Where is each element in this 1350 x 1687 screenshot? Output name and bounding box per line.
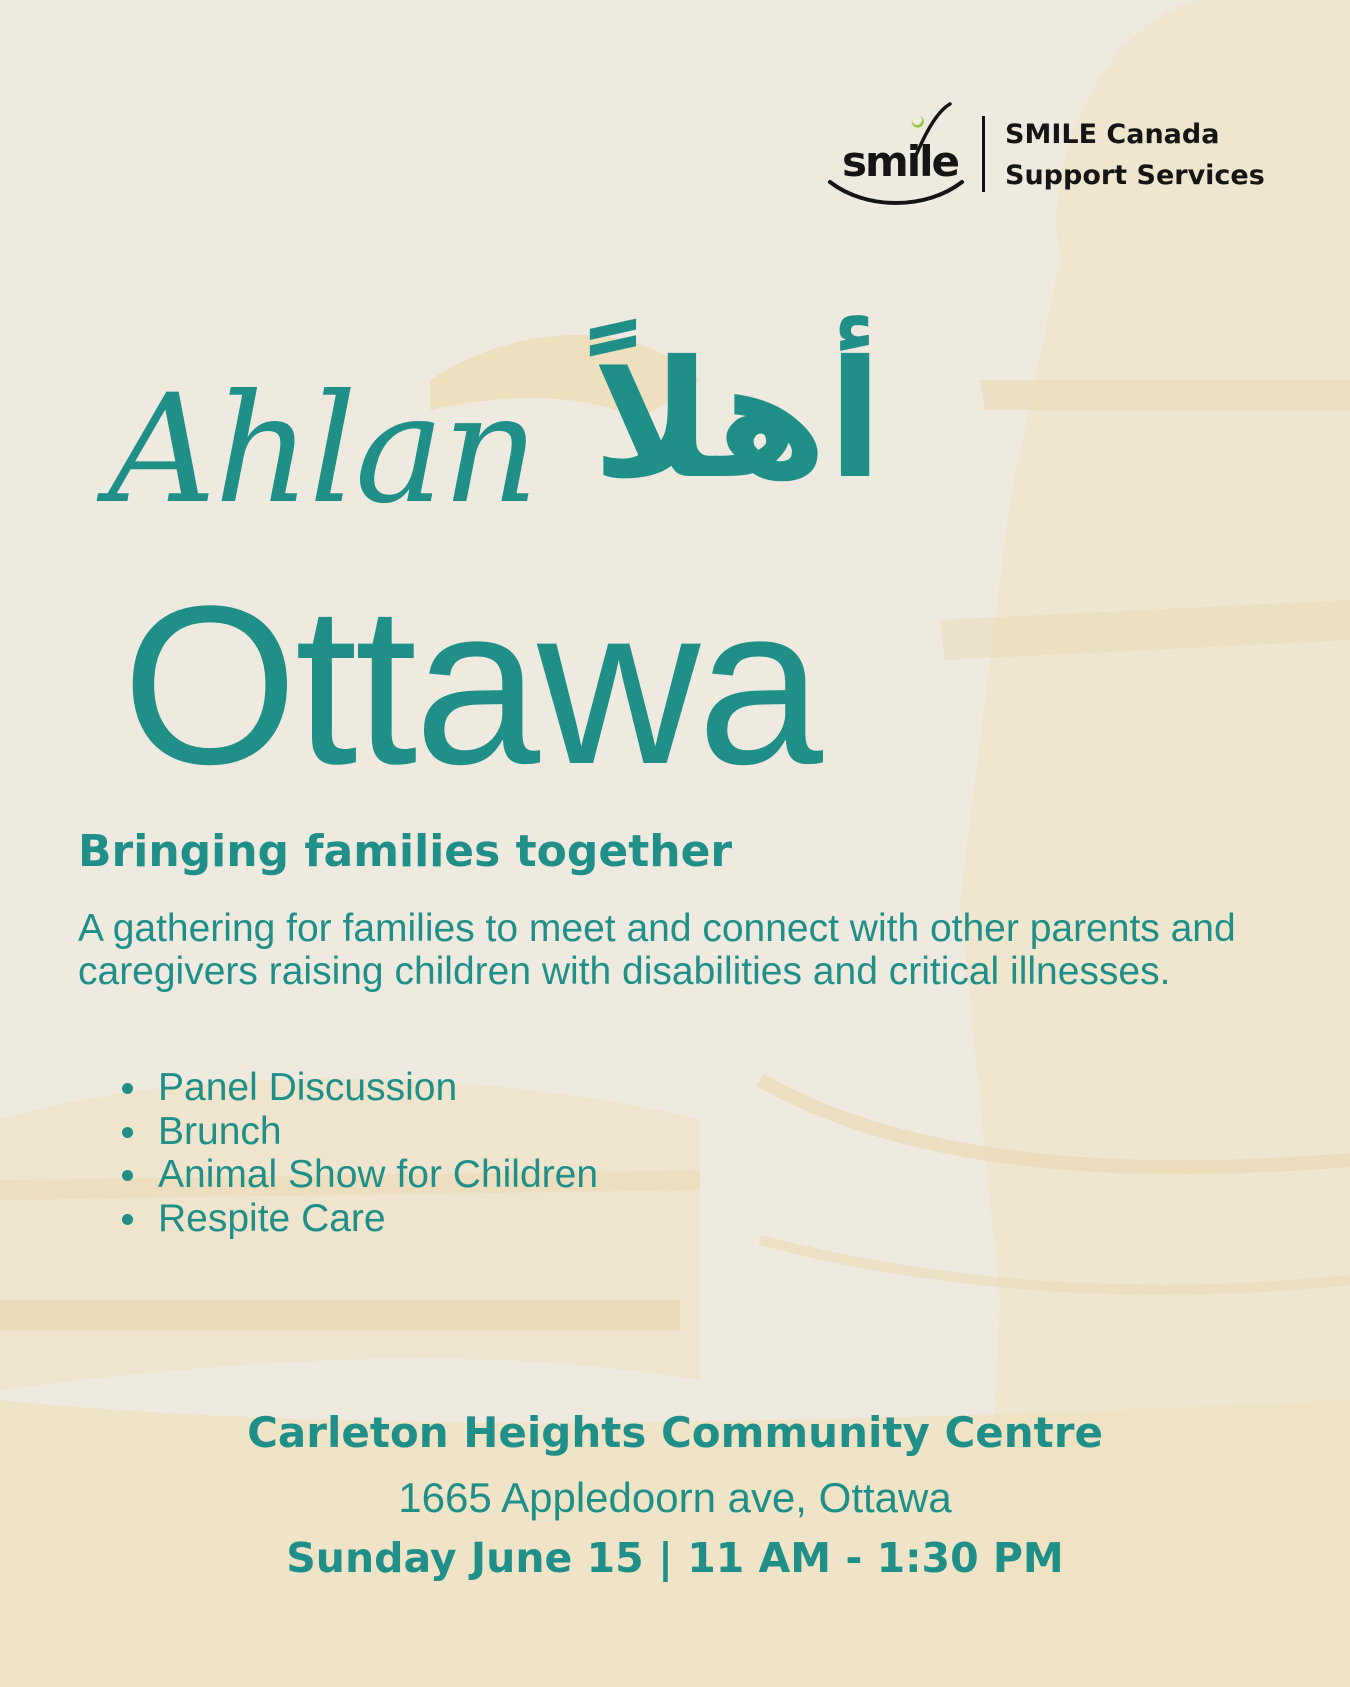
bullet-icon bbox=[122, 1170, 133, 1181]
org-line-1: SMILE Canada bbox=[1005, 119, 1220, 150]
feature-item bbox=[120, 1153, 598, 1197]
headline-arabic: أهلاً bbox=[592, 327, 883, 515]
venue-address: 1665 Appledoorn ave, Ottawa bbox=[398, 1474, 952, 1521]
feature-label: Respite Care bbox=[158, 1196, 386, 1240]
smile-logo bbox=[826, 98, 976, 208]
feature-label: Panel Discussion bbox=[158, 1066, 458, 1109]
headline-ahlan: Ahlan bbox=[108, 363, 537, 537]
smile-logo-icon bbox=[826, 98, 976, 208]
feature-label: Brunch bbox=[158, 1109, 282, 1153]
logo-wordmark: smile bbox=[842, 137, 959, 186]
venue-name: Carleton Heights Community Centre bbox=[247, 1408, 1103, 1457]
feature-label: Animal Show for Children bbox=[158, 1153, 599, 1196]
feature-item bbox=[120, 1110, 598, 1154]
organization-name bbox=[1005, 114, 1265, 196]
feature-item bbox=[120, 1066, 598, 1110]
feature-list bbox=[120, 1066, 598, 1240]
bullet-icon bbox=[122, 1083, 133, 1094]
headline-city: Ottawa bbox=[122, 558, 820, 811]
bullet-icon bbox=[122, 1127, 133, 1138]
event-datetime: Sunday June 15 | 11 AM - 1:30 PM bbox=[286, 1534, 1064, 1582]
logo-divider bbox=[982, 116, 985, 192]
bullet-icon bbox=[122, 1214, 133, 1225]
event-description: A gathering for families to meet and connect with other parents and caregivers raising children with disabilities and critical illnesses. bbox=[78, 907, 1236, 993]
tagline: Bringing families together bbox=[78, 826, 733, 877]
feature-item bbox=[120, 1197, 598, 1241]
org-line-2: Support Services bbox=[1005, 160, 1265, 191]
